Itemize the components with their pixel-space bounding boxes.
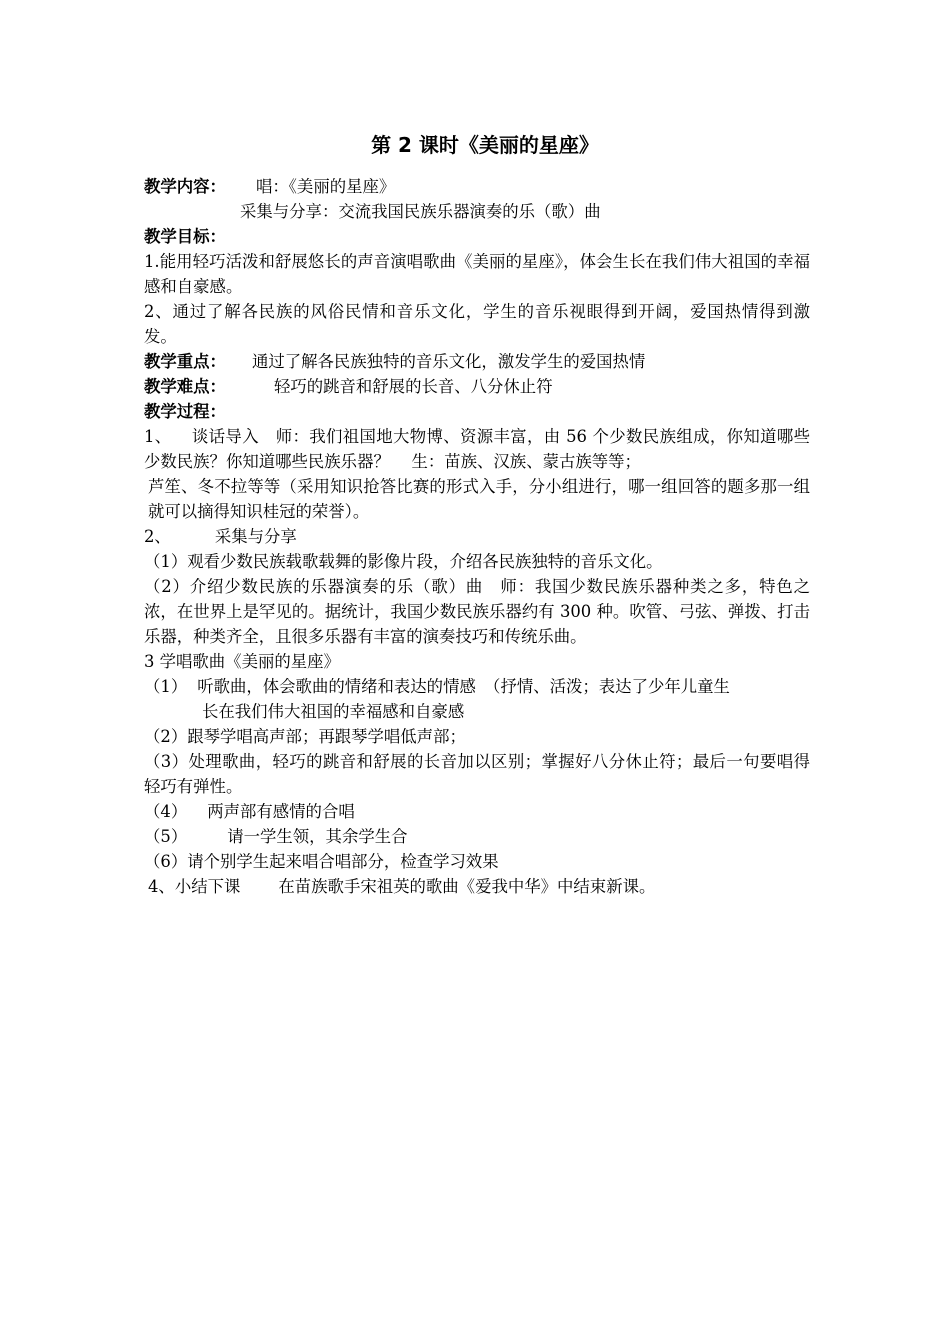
- step-1: [144, 424, 810, 474]
- step-1-continued: 芦笙、冬不拉等等（采用知识抢答比赛的形式入手，分小组进行，哪一组回答的题多那一组就可以摘得知识桂冠的荣誉）。: [148, 477, 810, 521]
- content-label: 教学内容：: [144, 177, 226, 196]
- step-3-item-5-number: （5）: [144, 827, 188, 846]
- focus-row: [144, 349, 810, 374]
- document-page: [144, 130, 810, 899]
- goal-1: 1.能用轻巧活泼和舒展悠长的声音演唱歌曲《美丽的星座》，体会生长在我们伟大祖国的幸福感和自豪感。: [144, 252, 810, 296]
- step-3-item-1-continued: 长在我们伟大祖国的幸福感和自豪感: [202, 702, 465, 721]
- step-2-title: 采集与分享: [214, 527, 297, 546]
- focus-text: 通过了解各民族独特的音乐文化，激发学生的爱国热情: [251, 352, 646, 371]
- step-3-item-4-text: 两声部有感情的合唱: [207, 802, 355, 821]
- page-title: 第 2 课时《美丽的星座》: [371, 133, 599, 157]
- step-3-title: 3 学唱歌曲《美丽的星座》: [144, 652, 340, 671]
- goals-label: 教学目标：: [144, 227, 226, 246]
- difficulty-row: [144, 374, 810, 399]
- step-2-item-2: （2）介绍少数民族的乐器演奏的乐（歌）曲 师：我国少数民族乐器种类之多，特色之浓，在世界上是罕见的。据统计，我国少数民族乐器约有 300 种。吹管、弓弦、弹拨、打击乐器，种类齐全，且很多乐器有丰富的演奏技巧和传统乐曲。: [144, 577, 810, 646]
- content-row-2: [144, 199, 810, 224]
- step-4-label: 4、小结下课: [148, 877, 241, 896]
- step-4-row: [144, 874, 810, 899]
- step-2-row: [144, 524, 810, 549]
- step-3-item-4-number: （4）: [144, 802, 188, 821]
- step-3-item-6: （6）请个别学生起来唱合唱部分，检查学习效果: [144, 852, 499, 871]
- content-line-2: 采集与分享：交流我国民族乐器演奏的乐（歌）曲: [240, 202, 601, 221]
- step-3-item-5-text: 请一学生领，其余学生合: [227, 827, 408, 846]
- content-row-1: [144, 174, 810, 199]
- step-3-item-1-number: （1）: [144, 677, 188, 696]
- step-3-item-1: [144, 674, 810, 699]
- content-line-1: 唱：《美丽的星座》: [255, 177, 396, 196]
- step-4-text: 在苗族歌手宋祖英的歌曲《爱我中华》中结束新课。: [278, 877, 656, 896]
- difficulty-label: 教学难点：: [144, 377, 226, 396]
- step-3-item-4: [144, 799, 810, 824]
- step-3-item-5: [144, 824, 810, 849]
- process-label: 教学过程：: [144, 402, 226, 421]
- goal-2: 2、通过了解各民族的风俗民情和音乐文化，学生的音乐视眼得到开阔，爱国热情得到激发。: [144, 302, 810, 346]
- step-3-item-3: （3）处理歌曲，轻巧的跳音和舒展的长音加以区别；掌握好八分休止符；最后一句要唱得轻巧有弹性。: [144, 752, 810, 796]
- step-2-item-1: （1）观看少数民族载歌载舞的影像片段，介绍各民族独特的音乐文化。: [144, 552, 663, 571]
- step-1-text: 谈话导入 师：我们祖国地大物博、资源丰富，由 56 个少数民族组成，你知道哪些少数民族？你知道哪些民族乐器？ 生：苗族、汉族、蒙古族等等；: [144, 427, 810, 471]
- step-1-number: 1、: [144, 427, 172, 446]
- focus-label: 教学重点：: [144, 352, 226, 371]
- step-2-number: 2、: [144, 527, 171, 546]
- step-3-item-2: （2）跟琴学唱高声部；再跟琴学唱低声部；: [144, 727, 466, 746]
- step-3-item-1-text: 听歌曲，体会歌曲的情绪和表达的情感 （抒情、活泼；表达了少年儿童生: [197, 677, 730, 696]
- difficulty-text: 轻巧的跳音和舒展的长音、八分休止符: [273, 377, 553, 396]
